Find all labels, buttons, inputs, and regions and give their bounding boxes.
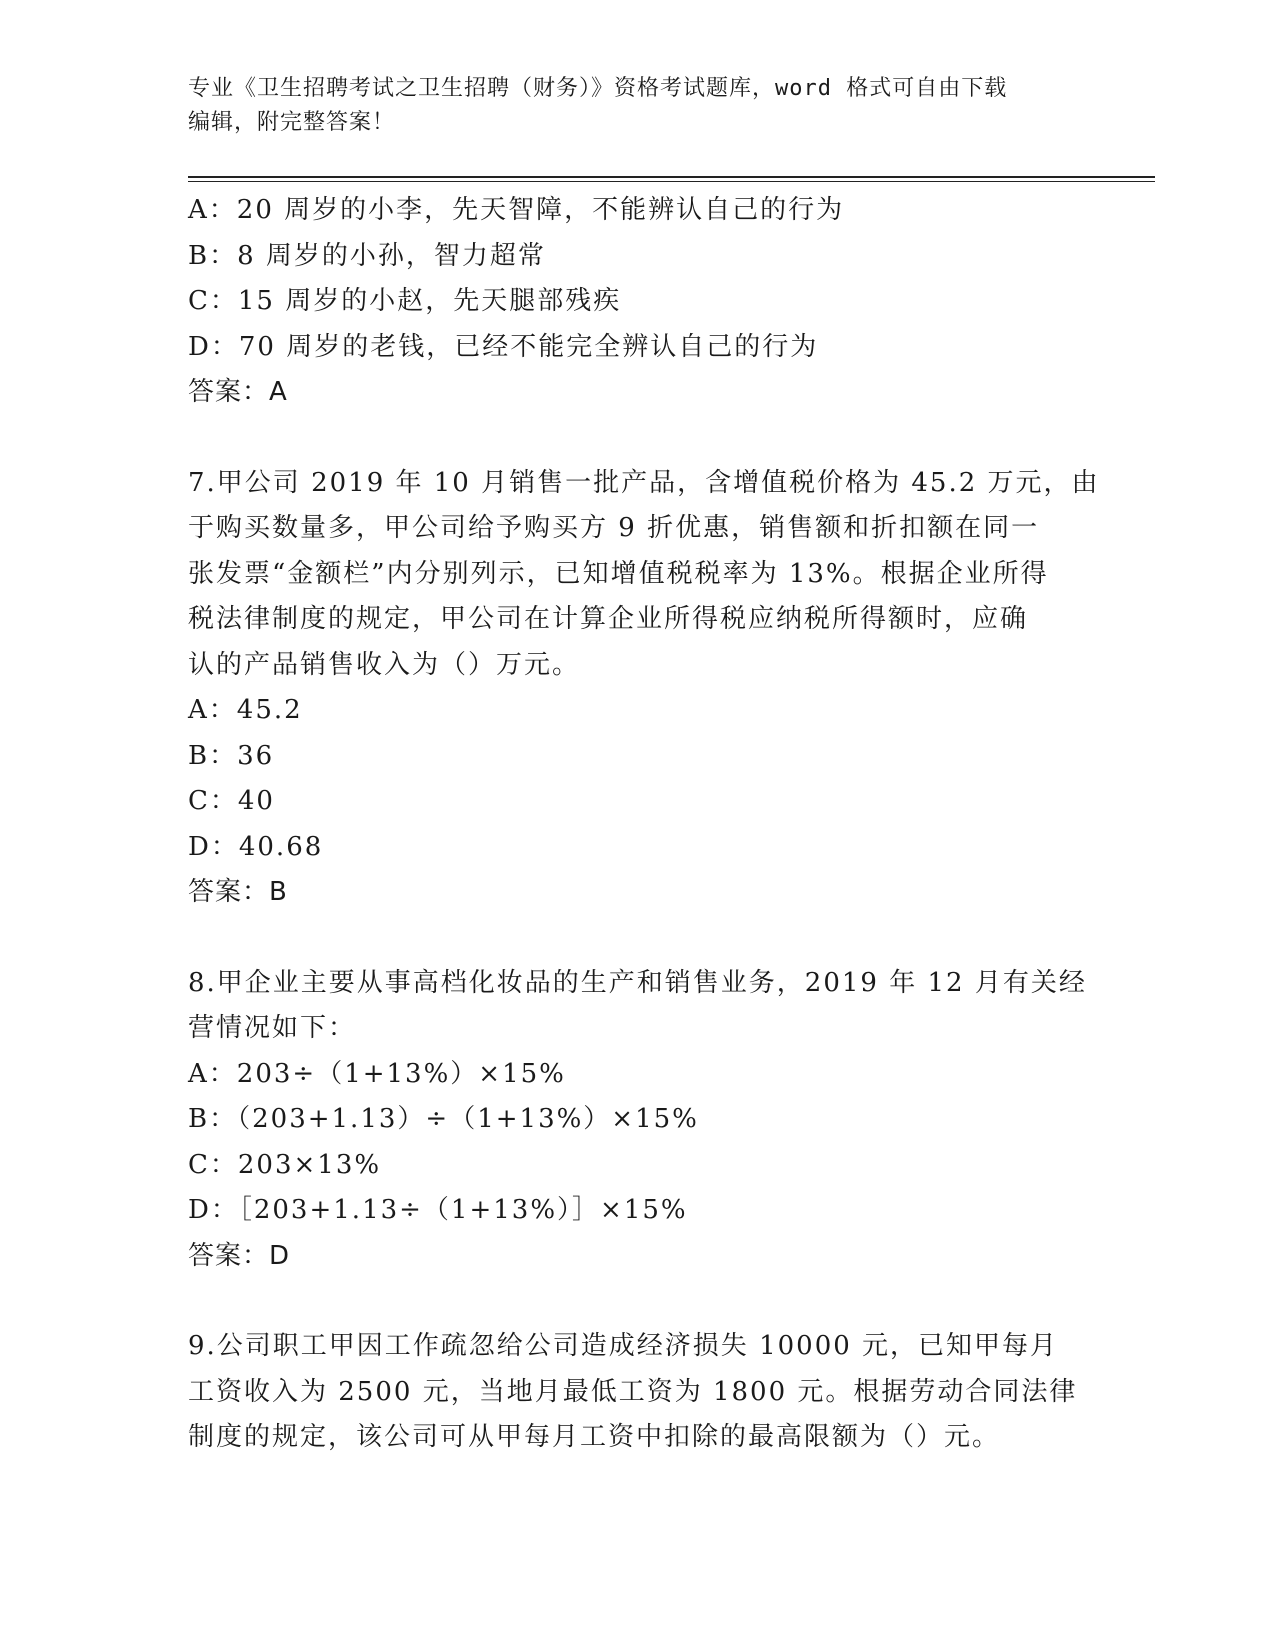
question-9 [188,1324,1088,1461]
question-stem-line: 8.甲企业主要从事高档化妆品的生产和销售业务，2019 年 12 月有关经 [188,967,1087,998]
question-7 [188,461,1100,916]
option-c: C：15 周岁的小赵，先天腿部残疾 [188,286,622,316]
option-d: D：40.68 [188,831,324,862]
header-rule-thin [188,181,1155,182]
question-stem-line: 工资收入为 2500 元，当地月最低工资为 1800 元。根据劳动合同法律 [188,1376,1078,1407]
question-stem-line: 营情况如下： [188,1013,357,1043]
question-content [188,188,1100,1461]
option-d: D：［203+1.13÷（1+13%）］×15% [188,1195,688,1225]
question-stem-line: 9.公司职工甲因工作疏忽给公司造成经济损失 10000 元，已知甲每月 [188,1331,1059,1361]
header-rule-thick [188,176,1155,178]
question-stem-line: 税法律制度的规定，甲公司在计算企业所得税应纳税所得额时，应确 [188,604,1029,634]
option-a: A：45.2 [188,695,303,725]
question-8 [188,961,1088,1280]
question-stem-line: 于购买数量多，甲公司给予购买方 9 折优惠，销售额和折扣额在同一 [188,513,1040,543]
answer-line: 答案：A [188,377,288,407]
question-6 [188,188,1088,416]
header-line-1: 专业《卫生招聘考试之卫生招聘（财务）》资格考试题库，word 格式可自由下载 [188,76,1008,101]
question-stem-line: 制度的规定，该公司可从甲每月工资中扣除的最高限额为（）元。 [188,1422,1001,1452]
answer-line: 答案：B [188,877,288,907]
option-c: C：203×13% [188,1149,382,1180]
option-a: A：203÷（1+13%）×15% [188,1058,566,1089]
document-header [188,72,1088,140]
option-b: B：（203+1.13）÷（1+13%）×15% [188,1104,699,1134]
question-stem-line: 张发票“金额栏”内分别列示，已知增值税税率为 13%。根据企业所得 [188,558,1049,589]
option-d: D：70 周岁的老钱，已经不能完全辨认自己的行为 [188,331,819,362]
option-b: B：36 [188,740,275,771]
option-a: A：20 周岁的小李，先天智障，不能辨认自己的行为 [188,195,845,225]
option-c: C：40 [188,786,275,816]
question-stem-line: 7.甲公司 2019 年 10 月销售一批产品，含增值税价格为 45.2 万元，由 [188,467,1100,498]
question-stem-line: 认的产品销售收入为（）万元。 [188,649,581,680]
option-b: B：8 周岁的小孙，智力超常 [188,240,546,271]
header-line-2: 编辑，附完整答案！ [188,110,396,135]
answer-line: 答案：D [188,1240,291,1271]
